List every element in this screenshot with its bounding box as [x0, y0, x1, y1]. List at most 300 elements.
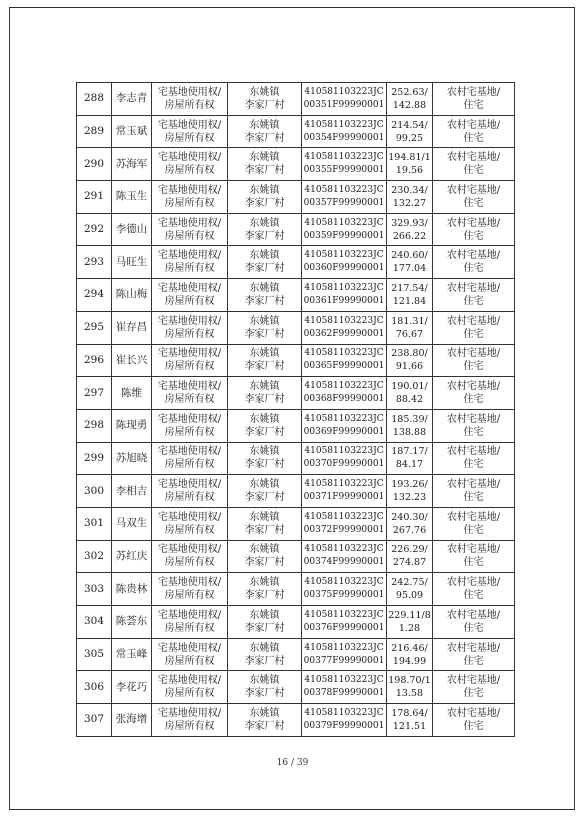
serial-number-text: 292	[83, 223, 105, 236]
right-type-cell	[152, 213, 228, 246]
serial-number-cell	[77, 213, 112, 246]
area-cell	[387, 704, 433, 737]
table-row	[77, 442, 515, 475]
land-use-text: 农村宅基地/ 住宅	[446, 86, 501, 111]
right-type-cell	[152, 606, 228, 639]
location-cell	[228, 671, 302, 704]
right-type-text: 宅基地使用权/ 房屋所有权	[157, 707, 222, 732]
unit-code-cell	[302, 377, 387, 410]
location-text: 东姚镇 李家厂村	[244, 577, 285, 602]
location-text: 东姚镇 李家厂村	[244, 707, 285, 732]
location-cell	[228, 475, 302, 508]
owner-name-text: 崔长兴	[115, 353, 148, 366]
serial-number-text: 289	[83, 125, 105, 138]
serial-number-cell	[77, 409, 112, 442]
serial-number-cell	[77, 311, 112, 344]
right-type-text: 宅基地使用权/ 房屋所有权	[157, 381, 222, 406]
unit-code-cell	[302, 213, 387, 246]
area-cell	[387, 115, 433, 148]
location-text: 东姚镇 李家厂村	[244, 348, 285, 373]
owner-name-text: 张海增	[115, 713, 148, 726]
unit-code-text: 410581103223JC 00376F99990001	[303, 609, 385, 633]
land-use-text: 农村宅基地/ 住宅	[446, 642, 501, 667]
table-row	[77, 83, 515, 116]
area-cell	[387, 409, 433, 442]
area-text: 240.30/ 267.76	[391, 511, 428, 536]
right-type-text: 宅基地使用权/ 房屋所有权	[157, 479, 222, 504]
location-cell	[228, 540, 302, 573]
serial-number-cell	[77, 279, 112, 312]
owner-name-cell	[112, 83, 152, 116]
area-text: 190.01/ 88.42	[391, 381, 428, 406]
location-text: 东姚镇 李家厂村	[244, 315, 285, 340]
owner-name-cell	[112, 540, 152, 573]
right-type-cell	[152, 83, 228, 116]
serial-number-cell	[77, 638, 112, 671]
location-text: 东姚镇 李家厂村	[244, 152, 285, 177]
owner-name-cell	[112, 507, 152, 540]
serial-number-cell	[77, 573, 112, 606]
table-row	[77, 246, 515, 279]
unit-code-text: 410581103223JC 00354F99990001	[303, 119, 385, 143]
location-text: 东姚镇 李家厂村	[244, 675, 285, 700]
unit-code-text: 410581103223JC 00375F99990001	[303, 577, 385, 601]
serial-number-cell	[77, 83, 112, 116]
right-type-cell	[152, 181, 228, 214]
right-type-text: 宅基地使用权/ 房屋所有权	[157, 348, 222, 373]
land-use-cell	[433, 671, 515, 704]
unit-code-text: 410581103223JC 00368F99990001	[303, 381, 385, 405]
land-use-text: 农村宅基地/ 住宅	[446, 675, 501, 700]
land-use-text: 农村宅基地/ 住宅	[446, 184, 501, 209]
location-cell	[228, 181, 302, 214]
serial-number-cell	[77, 148, 112, 181]
unit-code-cell	[302, 540, 387, 573]
owner-name-text: 苏红庆	[115, 549, 148, 562]
serial-number-text: 291	[83, 190, 105, 203]
owner-name-text: 马旺生	[115, 255, 148, 268]
area-cell	[387, 507, 433, 540]
area-text: 214.54/ 99.25	[391, 119, 428, 144]
table-row	[77, 638, 515, 671]
area-text: 240.60/ 177.04	[391, 250, 428, 275]
table-row	[77, 344, 515, 377]
location-cell	[228, 344, 302, 377]
serial-number-text: 305	[83, 648, 105, 661]
right-type-cell	[152, 148, 228, 181]
unit-code-text: 410581103223JC 00359F99990001	[303, 217, 385, 241]
location-text: 东姚镇 李家厂村	[244, 217, 285, 242]
area-cell	[387, 279, 433, 312]
right-type-text: 宅基地使用权/ 房屋所有权	[157, 86, 222, 111]
unit-code-text: 410581103223JC 00371F99990001	[303, 479, 385, 503]
land-use-cell	[433, 409, 515, 442]
area-text: 238.80/ 91.66	[391, 348, 428, 373]
right-type-text: 宅基地使用权/ 房屋所有权	[157, 642, 222, 667]
area-cell	[387, 377, 433, 410]
owner-name-text: 苏旭晓	[115, 451, 148, 464]
serial-number-text: 302	[83, 549, 105, 562]
right-type-cell	[152, 409, 228, 442]
owner-name-cell	[112, 115, 152, 148]
right-type-text: 宅基地使用权/ 房屋所有权	[157, 152, 222, 177]
owner-name-text: 陈荟东	[115, 615, 148, 628]
serial-number-text: 290	[83, 157, 105, 170]
table-row	[77, 507, 515, 540]
table-row	[77, 115, 515, 148]
land-use-cell	[433, 507, 515, 540]
right-type-cell	[152, 377, 228, 410]
right-type-text: 宅基地使用权/ 房屋所有权	[157, 511, 222, 536]
land-use-text: 农村宅基地/ 住宅	[446, 446, 501, 471]
unit-code-cell	[302, 181, 387, 214]
land-use-cell	[433, 377, 515, 410]
location-text: 东姚镇 李家厂村	[244, 381, 285, 406]
unit-code-cell	[302, 507, 387, 540]
area-cell	[387, 638, 433, 671]
area-cell	[387, 311, 433, 344]
owner-name-cell	[112, 181, 152, 214]
land-use-text: 农村宅基地/ 住宅	[446, 217, 501, 242]
location-cell	[228, 115, 302, 148]
table-row	[77, 573, 515, 606]
unit-code-cell	[302, 83, 387, 116]
location-cell	[228, 704, 302, 737]
owner-name-text: 李花巧	[115, 680, 148, 693]
location-text: 东姚镇 李家厂村	[244, 119, 285, 144]
land-use-text: 农村宅基地/ 住宅	[446, 707, 501, 732]
serial-number-text: 303	[83, 582, 105, 595]
owner-name-cell	[112, 246, 152, 279]
right-type-cell	[152, 704, 228, 737]
area-text: 217.54/ 121.84	[391, 282, 428, 307]
area-cell	[387, 606, 433, 639]
unit-code-cell	[302, 573, 387, 606]
serial-number-text: 295	[83, 321, 105, 334]
owner-name-text: 常玉斌	[115, 125, 148, 138]
owner-name-text: 李德山	[115, 223, 148, 236]
location-cell	[228, 638, 302, 671]
area-cell	[387, 573, 433, 606]
right-type-text: 宅基地使用权/ 房屋所有权	[157, 609, 222, 634]
unit-code-cell	[302, 115, 387, 148]
owner-name-cell	[112, 606, 152, 639]
serial-number-cell	[77, 181, 112, 214]
area-cell	[387, 475, 433, 508]
right-type-cell	[152, 246, 228, 279]
right-type-cell	[152, 671, 228, 704]
owner-name-text: 陈玉生	[115, 190, 148, 203]
owner-name-text: 崔存昌	[115, 321, 148, 334]
owner-name-cell	[112, 573, 152, 606]
serial-number-text: 307	[83, 713, 105, 726]
land-use-cell	[433, 279, 515, 312]
serial-number-cell	[77, 344, 112, 377]
unit-code-text: 410581103223JC 00365F99990001	[303, 348, 385, 372]
location-cell	[228, 377, 302, 410]
land-use-text: 农村宅基地/ 住宅	[446, 609, 501, 634]
land-use-text: 农村宅基地/ 住宅	[446, 315, 501, 340]
area-text: 187.17/ 84.17	[391, 446, 428, 471]
unit-code-cell	[302, 279, 387, 312]
owner-name-text: 陈山梅	[115, 288, 148, 301]
land-use-cell	[433, 638, 515, 671]
location-cell	[228, 246, 302, 279]
land-use-text: 农村宅基地/ 住宅	[446, 381, 501, 406]
serial-number-cell	[77, 377, 112, 410]
table-row	[77, 606, 515, 639]
location-text: 东姚镇 李家厂村	[244, 250, 285, 275]
area-text: 242.75/ 95.09	[391, 577, 428, 602]
location-cell	[228, 279, 302, 312]
area-text: 198.70/1 13.58	[388, 675, 431, 700]
location-text: 东姚镇 李家厂村	[244, 86, 285, 111]
location-cell	[228, 213, 302, 246]
owner-name-text: 李志青	[115, 92, 148, 105]
location-text: 东姚镇 李家厂村	[244, 544, 285, 569]
location-cell	[228, 311, 302, 344]
land-use-text: 农村宅基地/ 住宅	[446, 479, 501, 504]
area-text: 329.93/ 266.22	[391, 217, 428, 242]
right-type-cell	[152, 638, 228, 671]
table-row	[77, 279, 515, 312]
location-text: 东姚镇 李家厂村	[244, 511, 285, 536]
location-cell	[228, 148, 302, 181]
owner-name-cell	[112, 344, 152, 377]
unit-code-cell	[302, 442, 387, 475]
area-text: 229.11/8 1.28	[388, 609, 431, 634]
serial-number-text: 299	[83, 451, 105, 464]
land-use-text: 农村宅基地/ 住宅	[446, 282, 501, 307]
serial-number-text: 288	[83, 92, 105, 105]
area-cell	[387, 344, 433, 377]
right-type-cell	[152, 540, 228, 573]
land-use-cell	[433, 246, 515, 279]
location-text: 东姚镇 李家厂村	[244, 642, 285, 667]
location-cell	[228, 83, 302, 116]
land-use-cell	[433, 83, 515, 116]
land-use-text: 农村宅基地/ 住宅	[446, 577, 501, 602]
area-cell	[387, 181, 433, 214]
area-text: 226.29/ 274.87	[391, 544, 428, 569]
right-type-text: 宅基地使用权/ 房屋所有权	[157, 282, 222, 307]
serial-number-text: 298	[83, 419, 105, 432]
area-cell	[387, 671, 433, 704]
land-use-cell	[433, 573, 515, 606]
land-use-cell	[433, 442, 515, 475]
location-cell	[228, 573, 302, 606]
unit-code-text: 410581103223JC 00357F99990001	[303, 184, 385, 208]
land-use-cell	[433, 475, 515, 508]
unit-code-cell	[302, 671, 387, 704]
owner-name-cell	[112, 213, 152, 246]
serial-number-cell	[77, 507, 112, 540]
owner-name-cell	[112, 279, 152, 312]
serial-number-text: 300	[83, 484, 105, 497]
area-text: 194.81/1 19.56	[388, 152, 431, 177]
area-text: 252.63/ 142.88	[391, 86, 428, 111]
area-text: 178.64/ 121.51	[391, 707, 428, 732]
right-type-text: 宅基地使用权/ 房屋所有权	[157, 315, 222, 340]
table-row	[77, 475, 515, 508]
right-type-text: 宅基地使用权/ 房屋所有权	[157, 250, 222, 275]
area-text: 216.46/ 194.99	[391, 642, 428, 667]
land-use-cell	[433, 606, 515, 639]
owner-name-cell	[112, 377, 152, 410]
unit-code-cell	[302, 704, 387, 737]
unit-code-text: 410581103223JC 00361F99990001	[303, 282, 385, 306]
unit-code-cell	[302, 475, 387, 508]
area-cell	[387, 213, 433, 246]
serial-number-cell	[77, 540, 112, 573]
location-text: 东姚镇 李家厂村	[244, 446, 285, 471]
serial-number-text: 293	[83, 255, 105, 268]
right-type-text: 宅基地使用权/ 房屋所有权	[157, 217, 222, 242]
serial-number-text: 294	[83, 288, 105, 301]
right-type-cell	[152, 344, 228, 377]
owner-name-cell	[112, 311, 152, 344]
right-type-cell	[152, 507, 228, 540]
right-type-text: 宅基地使用权/ 房屋所有权	[157, 119, 222, 144]
unit-code-cell	[302, 148, 387, 181]
right-type-text: 宅基地使用权/ 房屋所有权	[157, 446, 222, 471]
unit-code-text: 410581103223JC 00377F99990001	[303, 642, 385, 666]
area-text: 185.39/ 138.88	[391, 413, 428, 438]
land-use-cell	[433, 148, 515, 181]
page-number: 16 / 39	[276, 758, 309, 768]
land-use-text: 农村宅基地/ 住宅	[446, 413, 501, 438]
location-text: 东姚镇 李家厂村	[244, 609, 285, 634]
serial-number-text: 301	[83, 517, 105, 530]
table-row	[77, 671, 515, 704]
serial-number-cell	[77, 246, 112, 279]
table-row	[77, 704, 515, 737]
area-text: 181.31/ 76.67	[391, 315, 428, 340]
unit-code-cell	[302, 638, 387, 671]
right-type-cell	[152, 279, 228, 312]
owner-name-text: 常玉峰	[115, 648, 148, 661]
serial-number-cell	[77, 475, 112, 508]
owner-name-cell	[112, 638, 152, 671]
area-cell	[387, 148, 433, 181]
owner-name-cell	[112, 704, 152, 737]
table-row	[77, 213, 515, 246]
unit-code-cell	[302, 409, 387, 442]
owner-name-cell	[112, 148, 152, 181]
table-row	[77, 181, 515, 214]
table-row	[77, 409, 515, 442]
owner-name-cell	[112, 442, 152, 475]
table-body	[77, 83, 515, 737]
unit-code-text: 410581103223JC 00370F99990001	[303, 446, 385, 470]
unit-code-cell	[302, 311, 387, 344]
right-type-text: 宅基地使用权/ 房屋所有权	[157, 413, 222, 438]
area-cell	[387, 83, 433, 116]
area-text: 193.26/ 132.23	[391, 479, 428, 504]
unit-code-text: 410581103223JC 00372F99990001	[303, 511, 385, 535]
area-cell	[387, 442, 433, 475]
serial-number-text: 297	[83, 386, 105, 399]
unit-code-text: 410581103223JC 00374F99990001	[303, 544, 385, 568]
right-type-cell	[152, 475, 228, 508]
serial-number-cell	[77, 115, 112, 148]
table-row	[77, 148, 515, 181]
unit-code-cell	[302, 606, 387, 639]
land-use-cell	[433, 704, 515, 737]
table-row	[77, 540, 515, 573]
location-cell	[228, 442, 302, 475]
owner-name-text: 马双生	[115, 517, 148, 530]
unit-code-text: 410581103223JC 00362F99990001	[303, 315, 385, 339]
unit-code-cell	[302, 344, 387, 377]
serial-number-cell	[77, 606, 112, 639]
right-type-text: 宅基地使用权/ 房屋所有权	[157, 675, 222, 700]
land-use-cell	[433, 311, 515, 344]
unit-code-text: 410581103223JC 00378F99990001	[303, 675, 385, 699]
owner-name-text: 陈贵林	[115, 582, 148, 595]
unit-code-text: 410581103223JC 00369F99990001	[303, 413, 385, 437]
unit-code-cell	[302, 246, 387, 279]
land-use-cell	[433, 344, 515, 377]
land-use-cell	[433, 181, 515, 214]
serial-number-text: 296	[83, 353, 105, 366]
owner-name-cell	[112, 671, 152, 704]
owner-name-text: 李相吉	[115, 484, 148, 497]
serial-number-cell	[77, 442, 112, 475]
land-use-cell	[433, 540, 515, 573]
location-text: 东姚镇 李家厂村	[244, 282, 285, 307]
right-type-text: 宅基地使用权/ 房屋所有权	[157, 577, 222, 602]
unit-code-text: 410581103223JC 00351F99990001	[303, 86, 385, 110]
land-use-text: 农村宅基地/ 住宅	[446, 511, 501, 536]
table-row	[77, 311, 515, 344]
land-use-cell	[433, 115, 515, 148]
location-cell	[228, 606, 302, 639]
owner-name-cell	[112, 409, 152, 442]
right-type-cell	[152, 573, 228, 606]
right-type-cell	[152, 442, 228, 475]
records-table	[76, 82, 515, 737]
right-type-cell	[152, 311, 228, 344]
owner-name-cell	[112, 475, 152, 508]
owner-name-text: 苏海军	[115, 157, 148, 170]
right-type-text: 宅基地使用权/ 房屋所有权	[157, 184, 222, 209]
owner-name-text: 陈现勇	[115, 419, 148, 432]
land-use-text: 农村宅基地/ 住宅	[446, 348, 501, 373]
land-use-text: 农村宅基地/ 住宅	[446, 119, 501, 144]
serial-number-cell	[77, 704, 112, 737]
unit-code-text: 410581103223JC 00379F99990001	[303, 707, 385, 731]
land-use-text: 农村宅基地/ 住宅	[446, 544, 501, 569]
table-row	[77, 377, 515, 410]
unit-code-text: 410581103223JC 00360F99990001	[303, 250, 385, 274]
right-type-cell	[152, 115, 228, 148]
land-use-text: 农村宅基地/ 住宅	[446, 152, 501, 177]
location-cell	[228, 409, 302, 442]
unit-code-text: 410581103223JC 00355F99990001	[303, 152, 385, 176]
location-text: 东姚镇 李家厂村	[244, 479, 285, 504]
serial-number-text: 306	[83, 680, 105, 693]
serial-number-cell	[77, 671, 112, 704]
location-cell	[228, 507, 302, 540]
right-type-text: 宅基地使用权/ 房屋所有权	[157, 544, 222, 569]
serial-number-text: 304	[83, 615, 105, 628]
owner-name-text: 陈维	[121, 386, 142, 399]
area-cell	[387, 246, 433, 279]
land-use-cell	[433, 213, 515, 246]
area-text: 230.34/ 132.27	[391, 184, 428, 209]
area-cell	[387, 540, 433, 573]
